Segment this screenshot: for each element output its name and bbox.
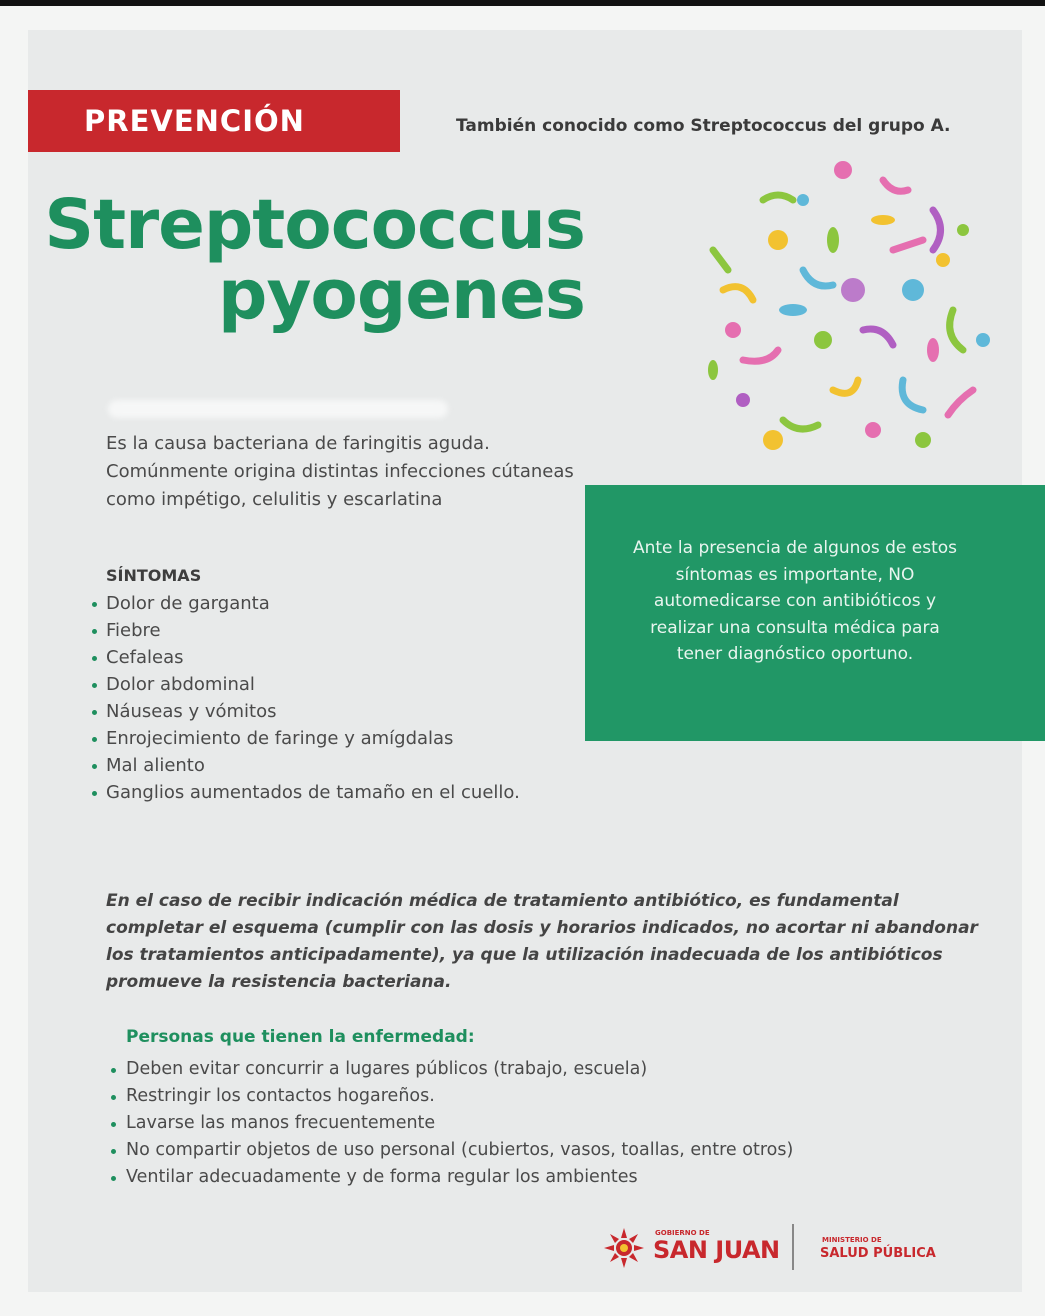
list-item: Dolor de garganta <box>88 590 558 617</box>
footer-divider <box>792 1224 794 1270</box>
list-item: Restringir los contactos hogareños. <box>106 1083 1006 1110</box>
list-item: Lavarse las manos frecuentemente <box>106 1110 1006 1137</box>
list-item: Mal aliento <box>88 752 558 779</box>
page-title <box>44 185 585 335</box>
symptoms-title: SÍNTOMAS <box>106 566 202 585</box>
blurred-text <box>108 400 448 418</box>
treatment-paragraph: En el caso de recibir indicación médica de tratamiento antibiótico, es fundamental completar el esquema (cumplir con las dosis y horarios indicados, no acortar ni abandonar los tratamientos anticipadamente), ya que la utilización inadecuada de los antibióticos promueve la resistencia bacteriana. <box>106 891 978 992</box>
also-known-as: También conocido como Streptococcus del grupo A. <box>456 116 951 136</box>
san-juan-sun-logo-icon <box>602 1226 646 1270</box>
gov-name: SAN JUAN <box>653 1236 780 1264</box>
top-border <box>0 0 1045 6</box>
bacteria-illustration <box>683 140 1013 470</box>
title-line-2: pyogenes <box>218 255 585 335</box>
section-tag: PREVENCIÓN <box>28 90 400 152</box>
list-item: Ganglios aumentados de tamaño en el cuello. <box>88 779 558 806</box>
list-item: Enrojecimiento de faringe y amígdalas <box>88 725 558 752</box>
list-item: Cefaleas <box>88 644 558 671</box>
notice-text: Ante la presencia de algunos de estos síntomas es importante, NO automedicarse con antibióticos y realizar una consulta médica para tener diagnóstico oportuno. <box>632 538 957 664</box>
list-item: Náuseas y vómitos <box>88 698 558 725</box>
list-item: No compartir objetos de uso personal (cubiertos, vasos, toallas, entre otros) <box>106 1137 1006 1164</box>
list-item: Fiebre <box>88 617 558 644</box>
people-list <box>106 1056 1006 1191</box>
ministry-name: SALUD PÚBLICA <box>820 1246 936 1261</box>
people-title: Personas que tienen la enfermedad: <box>126 1027 475 1047</box>
list-item: Dolor abdominal <box>88 671 558 698</box>
intro-text: Es la causa bacteriana de faringitis aguda. Comúnmente origina distintas infecciones cútaneas como impétigo, celulitis y escarlatina <box>106 433 574 510</box>
symptoms-list <box>88 590 558 806</box>
list-item: Ventilar adecuadamente y de forma regular los ambientes <box>106 1164 1006 1191</box>
list-item: Deben evitar concurrir a lugares públicos (trabajo, escuela) <box>106 1056 1006 1083</box>
gov-small-label: GOBIERNO DE <box>655 1229 710 1237</box>
ministry-small-label: MINISTERIO DE <box>822 1236 882 1244</box>
title-line-1: Streptococcus <box>44 185 585 265</box>
